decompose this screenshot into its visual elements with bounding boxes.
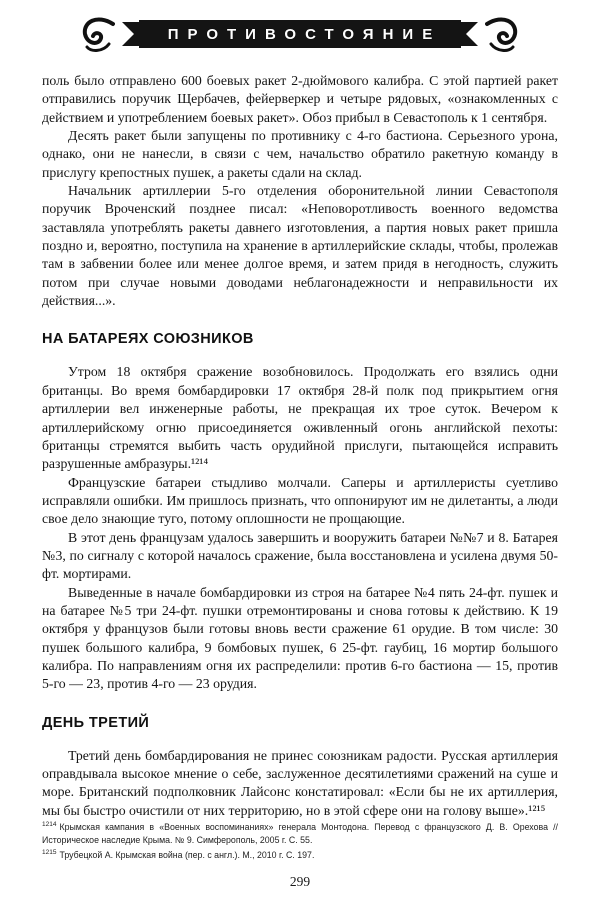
footnote-marker: 1214 xyxy=(42,821,57,829)
footnote-marker: 1215 xyxy=(42,849,57,857)
body-paragraph-french-batteries: Французские батареи стыдливо молчали. Саперы и артиллеристы суетливо исправляли ошибки. Им пришлось признать, что оппонируют им не дилетанты, а люди свое дело знающие туго, потому оплошности не прощающие. xyxy=(42,474,558,527)
page-number: 299 xyxy=(289,874,311,890)
body-paragraph-guns-repaired: Выведенные в начале бомбардировки из строя на батарее №4 пять 24-фт. пушек и на батарее №5 три 24-фт. пушки отремонтированы и снова готовы к действию. К 19 октября у французов были готовы вновь вести сражение 61 орудие. В том числе: 30 пушек большого калибра, 9 бомбовых пушек, 6 25-фт. гаубиц, 16 мортир большого калибра. По направлениям огня их распределили: против 6-го бастиона — 15, против 5-го — 23, против 4-го — 23 орудия. xyxy=(42,584,558,692)
chapter-title-ribbon xyxy=(139,20,461,48)
page-text xyxy=(42,72,558,820)
body-paragraph-rocket-convoy: поль было отправлено 600 боевых ракет 2-дюймового калибра. С этой партией ракет отправились поручик Щербачев, фейерверкер и четыре рядовых, «ознакомленных с действием и употреблением боевых ракет». Обоз прибыл в Севастополь к 1 сентября. xyxy=(42,73,558,125)
section-title-allied-batteries: НА БАТАРЕЯХ СОЮЗНИКОВ xyxy=(42,331,254,348)
banner-flourish-left-icon xyxy=(79,14,115,54)
body-paragraph-vrochensky-quote: Начальник артиллерии 5-го отделения оборонительной линии Севастополя поручик Вроченский позднее писал: «Неповоротливость военного ведомства заставляла употреблять ракеты давнего изготовления, а партия новых ракет пришла поздно и, вероятно, поступила на хранение в артиллерийские склады, чтобы, пролежав там в забвении более или менее долгое время, и затем придя в негодность, служить потом при случае новыми доводами неблагонадежности и неправильности их действия...». xyxy=(42,183,558,309)
footnote-text: Трубецкой А. Крымская война (пер. с англ.). М., 2010 г. С. 197. xyxy=(59,850,315,861)
section-title-day-three: ДЕНЬ ТРЕТИЙ xyxy=(42,714,150,731)
chapter-title: ПРОТИВОСТОЯНИЕ xyxy=(167,25,442,43)
body-paragraph-ten-rockets: Десять ракет были запущены по противнику с 4-го бастиона. Серьезного урона, однако, они не нанесли, в связи с чем, начальство обратило ракетную команду в прислугу крепостных пушек, а ракеты сдали на склад. xyxy=(42,128,558,180)
footnotes xyxy=(42,820,558,862)
body-paragraph-batteries-7-8: В этот день французам удалось завершить и вооружить батареи №№7 и 8. Батарея №3, по сигналу с которой началось сражение, была восстановлена и усилена двумя 50-фт. мортирами. xyxy=(42,529,558,582)
chapter-banner xyxy=(42,14,558,54)
banner-flourish-right-icon xyxy=(485,14,521,54)
footnote-1214 xyxy=(42,820,558,846)
footnote-1215 xyxy=(42,848,558,862)
page-footer xyxy=(42,820,558,890)
body-paragraph-third-day: Третий день бомбардирования не принес союзникам радости. Русская артиллерия оправдывала высокое мнение о себе, заслуженное десятилетиями сражений на суше и море. Британский подполковник Лайсонс констатировал: «Если бы не их артиллерия, мы бы быстро очистили от них территорию, но в этой сфере они на голову выше».¹²¹⁵ xyxy=(42,747,558,818)
footnote-text: Крымская кампания в «Военных воспоминаниях» генерала Монтодона. Перевод с французского Д. В. Орехова // Историческое наследие Крыма. № 9. Симферополь, 2005 г. С. 55. xyxy=(42,821,558,845)
body-paragraph-october-18: Утром 18 октября сражение возобновилось. Продолжать его взялись одни британцы. Во время бомбардировки 17 октября 28-й полк под прикрытием огня артиллерии вел инженерные работы, не прекращая их трое суток. Вечером к артиллерийскому огню присоединяется оживленный огонь английской пехоты: британцы стремятся выбить часть орудийной прислуги, пытающейся исправить разрушенные амбразуры.¹²¹⁴ xyxy=(42,364,558,472)
